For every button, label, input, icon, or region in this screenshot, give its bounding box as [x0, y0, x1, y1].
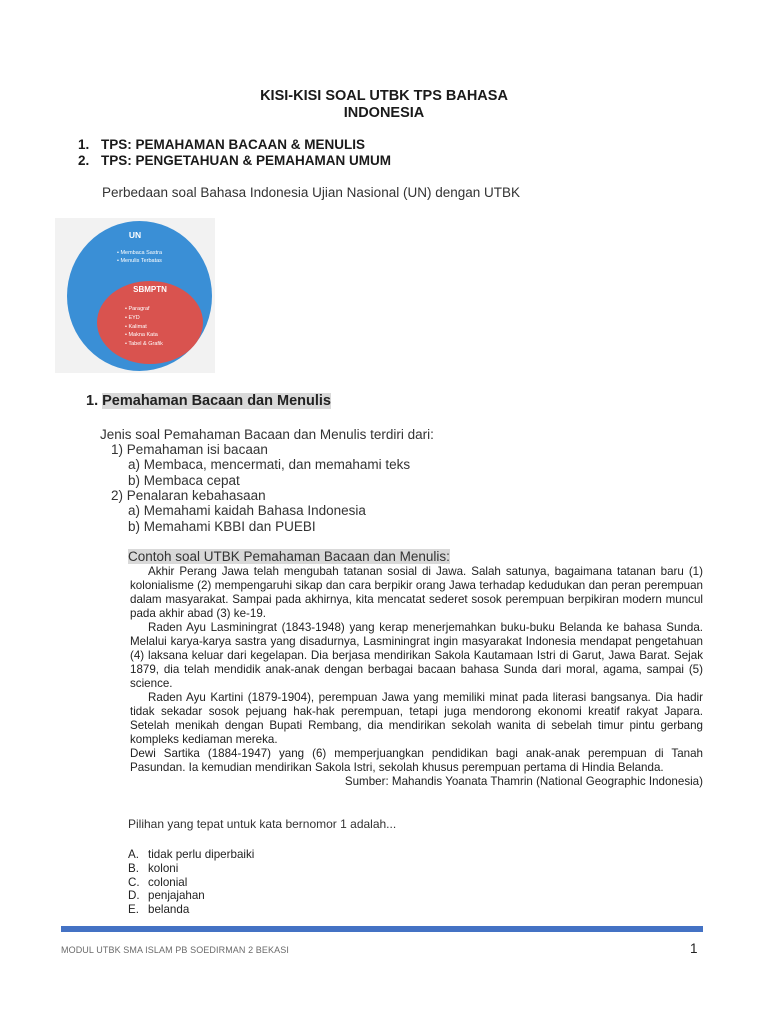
passage-paragraph-1: Akhir Perang Jawa telah mengubah tatanan sosial di Jawa. Salah satunya, bagaimana tatanan baru (1) kolonialisme (2) mempengaruhi sikap dan cara berpikir orang Jawa terhadap kedudukan dan peran perempuan dalam masyarakat. Sampai pada akhirnya, kita mencatat sederet sosok perempuan berpikiran modern muncul pada akhir abad (3) ke-19.	[130, 565, 703, 620]
toc-item-1	[78, 137, 365, 153]
page-number: 1	[690, 941, 698, 956]
passage-paragraph-2: Raden Ayu Lasminingrat (1843-1948) yang kerap menerjemahkan buku-buku Belanda ke bahasa Sunda. Melalui karya-karya sastra yang disadurnya, Lasminingrat ingin masyarakat Indonesia mendapat pengetahuan (4) laksana keluar dari kegelapan. Dia berjasa mendirikan Sakola Kautamaan Istri di Garut, Jawa Barat. Sejak 1879, dia telah mendidik anak-anak dengan berbagai bacaan bahasa Sunda dari moral, agama, sampai (5) science.	[130, 621, 703, 690]
reading-passage	[130, 565, 703, 789]
un-circle-items	[117, 250, 162, 265]
passage-paragraph-3: Raden Ayu Kartini (1879-1904), perempuan Jawa yang memiliki minat pada literasi bangsanya. Dia hadir tidak sekadar sosok pejuang hak-hak perempuan, tetapi juga mendorong ekonomi kreatif rakyat Japara. Setelah menikah dengan Bupati Rembang, dia mendirikan sekolah wanita di sebelah timur pintu gerbang kompleks kediaman mereka.	[130, 691, 703, 746]
section-number: 1.	[86, 393, 99, 409]
sbmptn-item: • EYD	[125, 314, 140, 321]
doc-title-line2: INDONESIA	[343, 105, 425, 121]
list-subitem: b) Membaca cepat	[128, 473, 240, 488]
sbmptn-circle-title: SBMPTN	[133, 285, 167, 294]
list-subitem: a) Membaca, mencermati, dan memahami teks	[128, 457, 411, 472]
option-c: C. colonial	[128, 875, 188, 889]
passage-source: Sumber: Mahandis Yoanata Thamrin (National Geographic Indonesia)	[344, 775, 703, 788]
un-item: • Membaca Sastra	[117, 250, 163, 256]
option-d: D. penjajahan	[128, 889, 205, 903]
option-e: E. belanda	[128, 903, 190, 917]
answer-options	[128, 848, 254, 917]
toc-num: 2.	[78, 153, 90, 168]
example-heading-text: Contoh soal UTBK Pemahaman Bacaan dan Menulis:	[128, 549, 450, 564]
un-sbmptn-diagram	[55, 218, 215, 373]
list-item: 2) Penalaran kebahasaan	[111, 488, 266, 503]
section-heading	[86, 393, 331, 409]
toc-item-2	[78, 153, 391, 169]
sbmptn-item: • Makna Kata	[125, 332, 158, 339]
toc-num: 1.	[78, 137, 90, 152]
option-a: A. tidak perlu diperbaiki	[128, 848, 255, 861]
intro-text: Perbedaan soal Bahasa Indonesia Ujian Nasional (UN) dengan UTBK	[102, 185, 520, 200]
option-b: B. koloni	[128, 861, 179, 875]
sbmptn-circle-items	[125, 305, 163, 349]
list-subitem: a) Memahami kaidah Bahasa Indonesia	[128, 503, 366, 518]
passage-paragraph-4: Dewi Sartika (1884-1947) yang (6) memperjuangkan pendidikan bagi anak-anak perempuan di Tanah Pasundan. Ia kemudian mendirikan Sakola Istri, sekolah khusus perempuan pertama di Hindia Belanda.	[130, 747, 703, 774]
question-text: Pilihan yang tepat untuk kata bernomor 1 adalah...	[128, 817, 397, 831]
footer-text: MODUL UTBK SMA ISLAM PB SOEDIRMAN 2 BEKASI	[61, 945, 289, 955]
sbmptn-item: • Kalimat	[125, 323, 147, 330]
un-item: • Menulis Terbatas	[117, 257, 162, 264]
list-item: 1) Pemahaman isi bacaan	[111, 442, 268, 457]
toc-label: TPS: PENGETAHUAN & PEMAHAMAN UMUM	[101, 153, 391, 168]
sbmptn-item: • Paragraf	[125, 306, 150, 312]
example-heading	[128, 549, 450, 564]
sbmptn-item: • Tabel & Grafik	[125, 341, 163, 348]
list-subitem: b) Memahami KBBI dan PUEBI	[128, 519, 316, 534]
un-circle-title: UN	[128, 230, 142, 240]
toc-label: TPS: PEMAHAMAN BACAAN & MENULIS	[101, 137, 365, 152]
footer-rule	[61, 926, 703, 932]
doc-title-line1: KISI-KISI SOAL UTBK TPS BAHASA	[260, 88, 508, 104]
section-title: Pemahaman Bacaan dan Menulis	[102, 393, 331, 409]
lead-text: Jenis soal Pemahaman Bacaan dan Menulis terdiri dari:	[100, 427, 434, 442]
